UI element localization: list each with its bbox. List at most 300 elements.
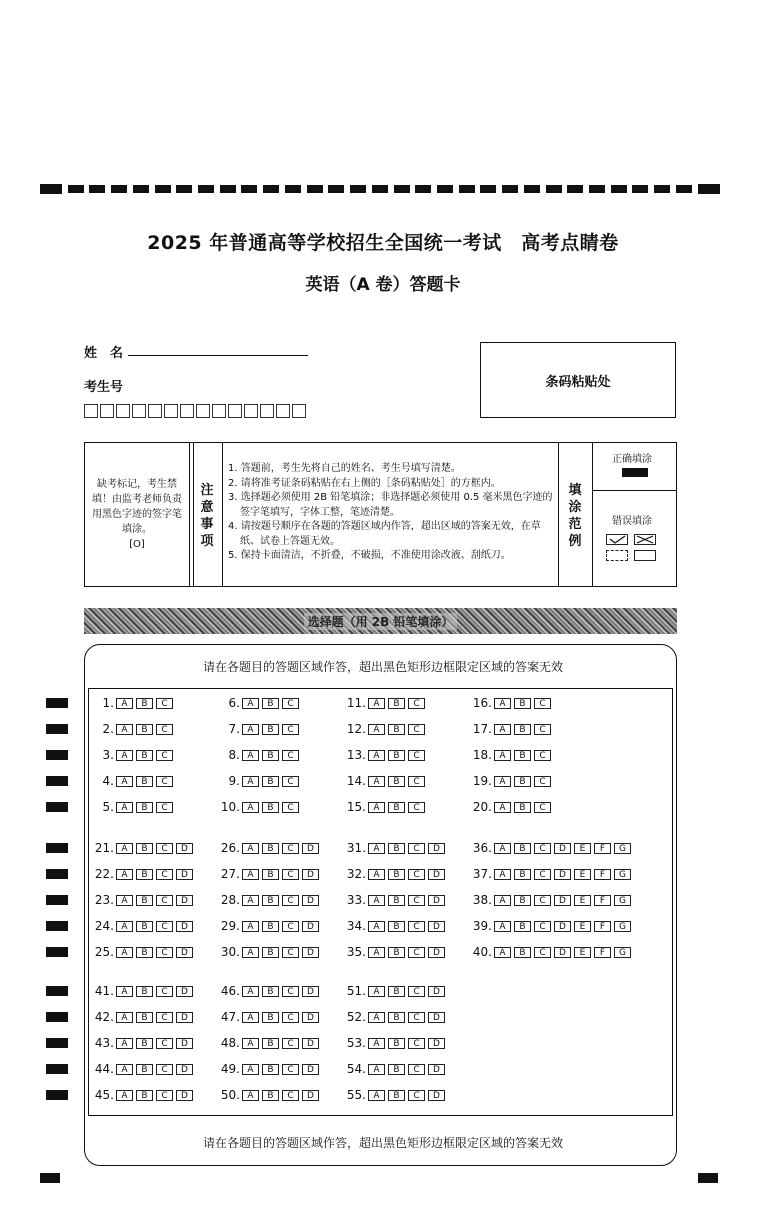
question-number: 49. <box>220 1062 240 1076</box>
option-bubble[interactable]: B <box>136 750 153 761</box>
id-number-boxes[interactable] <box>84 404 308 418</box>
id-digit-box[interactable] <box>84 404 98 418</box>
option-bubble[interactable]: B <box>136 947 153 958</box>
option-bubble[interactable]: B <box>136 986 153 997</box>
cut-dash <box>415 185 431 193</box>
cut-dash <box>198 185 214 193</box>
option-bubble[interactable]: B <box>388 843 405 854</box>
option-bubble[interactable]: C <box>408 1090 425 1101</box>
id-digit-box[interactable] <box>180 404 194 418</box>
option-bubble[interactable]: C <box>282 947 299 958</box>
option-bubble[interactable]: A <box>242 776 259 787</box>
option-bubble[interactable]: C <box>156 921 173 932</box>
option-bubble[interactable]: C <box>408 895 425 906</box>
id-digit-box[interactable] <box>292 404 306 418</box>
option-bubble[interactable]: C <box>408 947 425 958</box>
option-bubble[interactable]: D <box>176 895 193 906</box>
question-number: 31. <box>346 841 366 855</box>
option-bubble[interactable]: A <box>494 947 511 958</box>
option-bubble[interactable]: C <box>408 724 425 735</box>
option-bubble[interactable]: C <box>282 802 299 813</box>
option-bubble[interactable]: A <box>242 724 259 735</box>
option-bubble[interactable]: G <box>614 947 631 958</box>
option-bubble[interactable]: A <box>242 1038 259 1049</box>
id-digit-box[interactable] <box>228 404 242 418</box>
option-bubble[interactable]: A <box>368 776 385 787</box>
option-bubble[interactable]: A <box>116 843 133 854</box>
question-number: 48. <box>220 1036 240 1050</box>
option-bubble[interactable]: B <box>388 750 405 761</box>
divider <box>193 442 194 587</box>
option-bubble[interactable]: B <box>514 802 531 813</box>
option-bubble[interactable]: C <box>156 750 173 761</box>
option-bubble[interactable]: D <box>302 1064 319 1075</box>
option-bubble[interactable]: C <box>156 1038 173 1049</box>
option-bubble[interactable]: A <box>116 1012 133 1023</box>
option-bubble[interactable]: B <box>388 869 405 880</box>
option-bubble[interactable]: C <box>408 869 425 880</box>
option-bubble[interactable]: B <box>514 843 531 854</box>
option-bubble[interactable]: B <box>514 698 531 709</box>
option-bubble[interactable]: D <box>176 869 193 880</box>
cut-dash <box>589 185 605 193</box>
option-bubble[interactable]: C <box>534 698 551 709</box>
notice-item: 1. 答题前，考生先将自己的姓名、考生号填写清楚。 <box>228 463 461 474</box>
question-row <box>84 919 196 933</box>
option-bubble[interactable]: C <box>534 895 551 906</box>
option-bubble[interactable]: C <box>408 776 425 787</box>
option-bubble[interactable]: G <box>614 869 631 880</box>
option-bubble[interactable]: A <box>368 947 385 958</box>
cut-dash <box>220 185 236 193</box>
option-bubble[interactable]: A <box>368 1012 385 1023</box>
question-row <box>336 919 448 933</box>
partial-mark-example <box>606 550 628 561</box>
timing-mark <box>46 1090 68 1100</box>
option-bubble[interactable]: A <box>116 921 133 932</box>
option-bubble[interactable]: A <box>242 750 259 761</box>
option-bubble[interactable]: B <box>262 895 279 906</box>
option-bubble[interactable]: D <box>428 869 445 880</box>
option-bubble[interactable]: C <box>156 724 173 735</box>
option-bubble[interactable]: D <box>428 1090 445 1101</box>
option-bubble[interactable]: A <box>116 869 133 880</box>
option-bubble[interactable]: B <box>136 1064 153 1075</box>
exam-title: 2025 年普通高等学校招生全国统一考试 高考点睛卷 <box>147 232 619 254</box>
option-bubble[interactable]: B <box>514 869 531 880</box>
timing-mark <box>46 921 68 931</box>
option-bubble[interactable]: B <box>262 1090 279 1101</box>
option-bubble[interactable]: B <box>514 921 531 932</box>
option-bubble[interactable]: G <box>614 895 631 906</box>
option-bubble[interactable]: C <box>282 1038 299 1049</box>
option-bubble[interactable]: D <box>302 1012 319 1023</box>
option-bubble[interactable]: D <box>428 947 445 958</box>
option-bubble[interactable]: B <box>388 986 405 997</box>
option-bubble[interactable]: A <box>494 698 511 709</box>
option-bubble[interactable]: C <box>282 698 299 709</box>
option-bubble[interactable]: C <box>156 1090 173 1101</box>
option-bubble[interactable]: C <box>156 843 173 854</box>
question-row <box>210 1062 322 1076</box>
option-bubble[interactable]: C <box>408 1012 425 1023</box>
cut-dash <box>372 185 388 193</box>
option-bubble[interactable]: C <box>156 1064 173 1075</box>
option-bubble[interactable]: E <box>574 947 591 958</box>
option-bubble[interactable]: E <box>574 869 591 880</box>
option-bubble[interactable]: F <box>594 843 611 854</box>
option-bubble[interactable]: B <box>136 802 153 813</box>
cut-dash <box>611 185 627 193</box>
correct-fill-example <box>622 468 648 477</box>
option-bubble[interactable]: B <box>262 1038 279 1049</box>
option-bubble[interactable]: A <box>242 1090 259 1101</box>
option-bubble[interactable]: B <box>262 947 279 958</box>
option-bubble[interactable]: A <box>368 802 385 813</box>
option-bubble[interactable]: D <box>302 843 319 854</box>
option-bubble[interactable]: B <box>514 724 531 735</box>
option-bubble[interactable]: B <box>136 869 153 880</box>
id-digit-box[interactable] <box>212 404 226 418</box>
question-number: 53. <box>346 1036 366 1050</box>
option-bubble[interactable]: B <box>262 986 279 997</box>
question-row <box>336 774 428 788</box>
option-bubble[interactable]: B <box>136 1090 153 1101</box>
option-bubble[interactable]: D <box>428 1038 445 1049</box>
wrong-fill-examples-row2 <box>606 550 662 561</box>
option-bubble[interactable]: C <box>282 843 299 854</box>
option-bubble[interactable]: D <box>428 921 445 932</box>
option-bubble[interactable]: B <box>388 698 405 709</box>
option-bubble[interactable]: C <box>408 986 425 997</box>
option-bubble[interactable]: A <box>494 776 511 787</box>
question-row <box>462 893 634 907</box>
option-bubble[interactable]: A <box>368 698 385 709</box>
option-bubble[interactable]: F <box>594 869 611 880</box>
option-bubble[interactable]: A <box>242 947 259 958</box>
question-row <box>462 919 634 933</box>
option-bubble[interactable]: D <box>554 869 571 880</box>
option-bubble[interactable]: B <box>262 843 279 854</box>
option-bubble[interactable]: A <box>242 895 259 906</box>
option-bubble[interactable]: A <box>242 986 259 997</box>
option-bubble[interactable]: B <box>388 1012 405 1023</box>
option-bubble[interactable]: D <box>302 986 319 997</box>
option-bubble[interactable]: C <box>156 1012 173 1023</box>
option-bubble[interactable]: C <box>282 869 299 880</box>
option-bubble[interactable]: A <box>242 921 259 932</box>
option-bubble[interactable]: A <box>116 1038 133 1049</box>
option-bubble[interactable]: C <box>282 895 299 906</box>
option-bubble[interactable]: C <box>156 802 173 813</box>
option-bubble[interactable]: B <box>262 921 279 932</box>
option-bubble[interactable]: E <box>574 921 591 932</box>
option-bubble[interactable]: A <box>116 802 133 813</box>
option-bubble[interactable]: B <box>136 895 153 906</box>
option-bubble[interactable]: A <box>116 698 133 709</box>
option-bubble[interactable]: B <box>388 895 405 906</box>
option-bubble[interactable]: A <box>494 802 511 813</box>
option-bubble[interactable]: D <box>302 921 319 932</box>
option-bubble[interactable]: B <box>262 802 279 813</box>
cut-dash <box>241 185 257 193</box>
option-bubble[interactable]: C <box>282 986 299 997</box>
cut-dash <box>437 185 453 193</box>
id-digit-box[interactable] <box>132 404 146 418</box>
option-bubble[interactable]: F <box>594 921 611 932</box>
wrong-fill-examples-row1 <box>606 534 662 545</box>
question-row <box>84 841 196 855</box>
divider <box>222 442 223 587</box>
option-bubble[interactable]: D <box>554 843 571 854</box>
question-number: 7. <box>228 722 240 736</box>
question-row <box>84 1010 196 1024</box>
option-bubble[interactable]: D <box>428 1064 445 1075</box>
option-bubble[interactable]: A <box>116 947 133 958</box>
option-bubble[interactable]: B <box>262 1012 279 1023</box>
question-number: 39. <box>472 919 492 933</box>
question-row <box>84 984 196 998</box>
option-bubble[interactable]: D <box>554 921 571 932</box>
cut-dash <box>133 185 149 193</box>
option-bubble[interactable]: D <box>302 869 319 880</box>
option-bubble[interactable]: A <box>368 750 385 761</box>
option-bubble[interactable]: G <box>614 921 631 932</box>
notice-item: 3. 选择题必须使用 2B 铅笔填涂；非选择题必须使用 0.5 毫米黑色字迹的签字笔填写，字体工整，笔迹清楚。 <box>228 492 553 518</box>
option-bubble[interactable]: C <box>534 776 551 787</box>
timing-mark <box>46 986 68 996</box>
id-digit-box[interactable] <box>196 404 210 418</box>
option-bubble[interactable]: B <box>514 750 531 761</box>
question-row <box>84 867 196 881</box>
cut-dash <box>40 184 62 194</box>
question-number: 20. <box>472 800 492 814</box>
question-number: 10. <box>220 800 240 814</box>
option-bubble[interactable]: A <box>368 895 385 906</box>
notice-label: 注意事项 <box>200 483 214 549</box>
option-bubble[interactable]: D <box>554 895 571 906</box>
option-bubble[interactable]: D <box>176 986 193 997</box>
option-bubble[interactable]: C <box>156 895 173 906</box>
option-bubble[interactable]: A <box>242 843 259 854</box>
question-number: 4. <box>102 774 114 788</box>
question-row <box>84 800 176 814</box>
option-bubble[interactable]: D <box>176 921 193 932</box>
option-bubble[interactable]: C <box>282 1012 299 1023</box>
option-bubble[interactable]: B <box>388 1064 405 1075</box>
option-bubble[interactable]: E <box>574 895 591 906</box>
cut-dash <box>698 184 720 194</box>
option-bubble[interactable]: D <box>176 947 193 958</box>
option-bubble[interactable]: F <box>594 947 611 958</box>
option-bubble[interactable]: C <box>534 843 551 854</box>
question-number: 37. <box>472 867 492 881</box>
option-bubble[interactable]: D <box>428 895 445 906</box>
timing-mark <box>46 1012 68 1022</box>
option-bubble[interactable]: B <box>136 843 153 854</box>
option-bubble[interactable]: B <box>262 776 279 787</box>
option-bubble[interactable]: C <box>534 921 551 932</box>
option-bubble[interactable]: C <box>282 776 299 787</box>
option-bubble[interactable]: D <box>302 947 319 958</box>
option-bubble[interactable]: D <box>302 895 319 906</box>
option-bubble[interactable]: B <box>136 1012 153 1023</box>
option-bubble[interactable]: C <box>408 921 425 932</box>
id-digit-box[interactable] <box>164 404 178 418</box>
option-bubble[interactable]: C <box>408 750 425 761</box>
option-bubble[interactable]: D <box>302 1090 319 1101</box>
option-bubble[interactable]: D <box>428 1012 445 1023</box>
id-digit-box[interactable] <box>100 404 114 418</box>
cut-dash <box>502 185 518 193</box>
question-row <box>210 984 322 998</box>
option-bubble[interactable]: D <box>428 986 445 997</box>
option-bubble[interactable]: A <box>242 802 259 813</box>
question-number: 38. <box>472 893 492 907</box>
option-bubble[interactable]: B <box>262 724 279 735</box>
option-bubble[interactable]: A <box>242 869 259 880</box>
option-bubble[interactable]: C <box>156 947 173 958</box>
option-bubble[interactable]: C <box>408 1064 425 1075</box>
option-bubble[interactable]: C <box>534 750 551 761</box>
option-bubble[interactable]: C <box>534 869 551 880</box>
option-bubble[interactable]: A <box>116 1064 133 1075</box>
question-row <box>462 867 634 881</box>
option-bubble[interactable]: B <box>388 947 405 958</box>
option-bubble[interactable]: B <box>388 802 405 813</box>
option-bubble[interactable]: A <box>116 724 133 735</box>
cut-dash <box>307 185 323 193</box>
cut-dash <box>328 185 344 193</box>
question-row <box>462 748 554 762</box>
option-bubble[interactable]: A <box>368 1090 385 1101</box>
option-bubble[interactable]: C <box>282 1064 299 1075</box>
option-bubble[interactable]: C <box>156 698 173 709</box>
option-bubble[interactable]: A <box>368 869 385 880</box>
option-bubble[interactable]: A <box>242 1012 259 1023</box>
option-bubble[interactable]: D <box>428 843 445 854</box>
divider <box>592 442 593 587</box>
option-bubble[interactable]: D <box>176 843 193 854</box>
option-bubble[interactable]: A <box>116 986 133 997</box>
option-bubble[interactable]: A <box>368 921 385 932</box>
option-bubble[interactable]: C <box>534 724 551 735</box>
question-number: 52. <box>346 1010 366 1024</box>
option-bubble[interactable]: C <box>282 1090 299 1101</box>
question-row <box>84 1088 196 1102</box>
name-field[interactable] <box>128 355 308 356</box>
option-bubble[interactable]: A <box>368 843 385 854</box>
option-bubble[interactable]: A <box>116 895 133 906</box>
option-bubble[interactable]: B <box>262 750 279 761</box>
option-bubble[interactable]: A <box>368 1038 385 1049</box>
option-bubble[interactable]: A <box>494 895 511 906</box>
option-bubble[interactable]: B <box>262 698 279 709</box>
option-bubble[interactable]: C <box>408 843 425 854</box>
option-bubble[interactable]: A <box>494 750 511 761</box>
option-bubble[interactable]: B <box>388 724 405 735</box>
option-bubble[interactable]: D <box>176 1064 193 1075</box>
option-bubble[interactable]: G <box>614 843 631 854</box>
option-bubble[interactable]: A <box>116 1090 133 1101</box>
option-bubble[interactable]: B <box>136 776 153 787</box>
option-bubble[interactable]: B <box>262 869 279 880</box>
option-bubble[interactable]: E <box>574 843 591 854</box>
option-bubble[interactable]: A <box>242 698 259 709</box>
option-bubble[interactable]: C <box>408 1038 425 1049</box>
notice-item: 5. 保持卡面清洁，不折叠，不破损，不准使用涂改液、刮纸刀。 <box>228 550 511 561</box>
option-bubble[interactable]: B <box>388 1038 405 1049</box>
option-bubble[interactable]: C <box>282 921 299 932</box>
id-label: 考生号 <box>84 380 124 395</box>
option-bubble[interactable]: A <box>494 843 511 854</box>
cut-dash <box>480 185 496 193</box>
option-bubble[interactable]: D <box>176 1038 193 1049</box>
cut-dash <box>632 185 648 193</box>
option-bubble[interactable]: A <box>116 750 133 761</box>
option-bubble[interactable]: C <box>156 986 173 997</box>
option-bubble[interactable]: B <box>388 1090 405 1101</box>
question-row <box>210 867 322 881</box>
option-bubble[interactable]: B <box>514 776 531 787</box>
id-digit-box[interactable] <box>116 404 130 418</box>
option-bubble[interactable]: A <box>368 1064 385 1075</box>
option-bubble[interactable]: F <box>594 895 611 906</box>
option-bubble[interactable]: B <box>136 1038 153 1049</box>
cut-dash <box>285 185 301 193</box>
option-bubble[interactable]: D <box>176 1012 193 1023</box>
option-bubble[interactable]: C <box>156 776 173 787</box>
option-bubble[interactable]: D <box>176 1090 193 1101</box>
option-bubble[interactable]: D <box>302 1038 319 1049</box>
option-bubble[interactable]: B <box>136 921 153 932</box>
option-bubble[interactable]: C <box>408 802 425 813</box>
option-bubble[interactable]: A <box>116 776 133 787</box>
name-label: 姓 名 <box>84 346 124 361</box>
option-bubble[interactable]: A <box>368 986 385 997</box>
option-bubble[interactable]: B <box>262 1064 279 1075</box>
question-number: 6. <box>228 696 240 710</box>
question-row <box>210 945 322 959</box>
option-bubble[interactable]: A <box>494 869 511 880</box>
option-bubble[interactable]: B <box>136 724 153 735</box>
option-bubble[interactable]: D <box>554 947 571 958</box>
option-bubble[interactable]: C <box>534 802 551 813</box>
option-bubble[interactable]: B <box>136 698 153 709</box>
option-bubble[interactable]: A <box>494 724 511 735</box>
question-number: 21. <box>94 841 114 855</box>
option-bubble[interactable]: C <box>282 724 299 735</box>
option-bubble[interactable]: C <box>408 698 425 709</box>
option-bubble[interactable]: A <box>368 724 385 735</box>
id-digit-box[interactable] <box>260 404 274 418</box>
option-bubble[interactable]: B <box>388 921 405 932</box>
option-bubble[interactable]: C <box>282 750 299 761</box>
id-digit-box[interactable] <box>276 404 290 418</box>
option-bubble[interactable]: C <box>534 947 551 958</box>
option-bubble[interactable]: A <box>494 921 511 932</box>
missing-mark-bubble[interactable]: [O] <box>129 539 145 550</box>
question-row <box>336 1088 448 1102</box>
option-bubble[interactable]: C <box>156 869 173 880</box>
divider <box>592 490 677 491</box>
option-bubble[interactable]: B <box>514 895 531 906</box>
option-bubble[interactable]: B <box>388 776 405 787</box>
option-bubble[interactable]: A <box>242 1064 259 1075</box>
id-digit-box[interactable] <box>148 404 162 418</box>
id-digit-box[interactable] <box>244 404 258 418</box>
option-bubble[interactable]: B <box>514 947 531 958</box>
